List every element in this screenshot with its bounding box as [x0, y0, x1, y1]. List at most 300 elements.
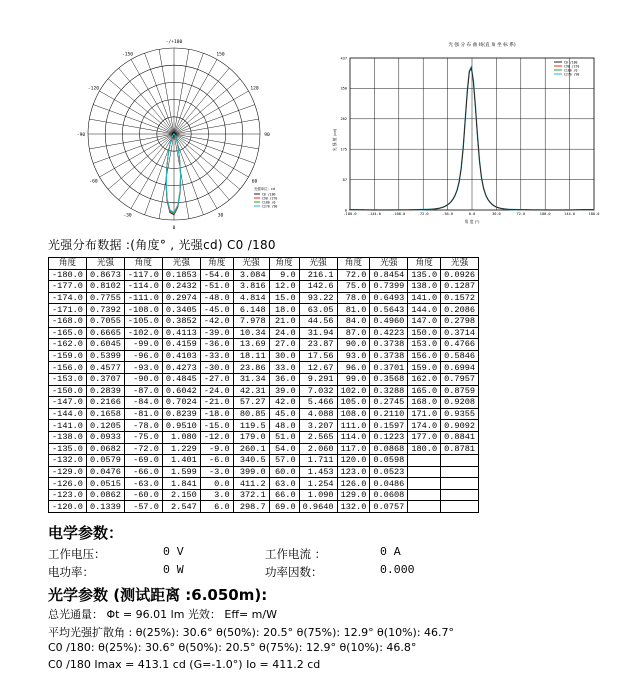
cell-intensity: 0.0926 — [441, 269, 479, 281]
cell-angle: -63.0 — [124, 478, 162, 490]
table-row — [49, 350, 479, 362]
cell-angle: 42.0 — [269, 397, 299, 409]
cart-xtick: 180.0 — [588, 212, 600, 216]
cell-intensity: 0.1853 — [162, 269, 200, 281]
cell-intensity: 0.9208 — [441, 397, 479, 409]
cell-angle: 57.0 — [269, 455, 299, 467]
cell-intensity: 298.7 — [233, 501, 269, 513]
header-intensity: 光强 — [233, 258, 269, 270]
table-row — [49, 420, 479, 432]
cell-intensity: 0.6994 — [441, 362, 479, 374]
cell-intensity — [441, 501, 479, 513]
cell-angle: 87.0 — [337, 327, 370, 339]
cell-intensity: 0.1287 — [441, 281, 479, 293]
cart-ylabel: 光 强 值 (cd) — [332, 128, 337, 152]
cell-angle: 12.0 — [269, 281, 299, 293]
cell-angle: -45.0 — [200, 304, 233, 316]
header-intensity: 光强 — [299, 258, 337, 270]
cell-intensity: 0.3701 — [370, 362, 408, 374]
cell-intensity: 216.1 — [299, 269, 337, 281]
table-row — [49, 327, 479, 339]
cell-intensity: 0.7055 — [86, 315, 124, 327]
cart-xtick: 144.0 — [564, 212, 576, 216]
cell-angle: 93.0 — [337, 350, 370, 362]
polar-angle-label: 30 — [217, 213, 224, 219]
cell-angle: 165.0 — [408, 385, 441, 397]
cell-intensity: 12.67 — [299, 362, 337, 374]
cell-angle: 84.0 — [337, 315, 370, 327]
table-row — [49, 431, 479, 443]
cell-angle: -78.0 — [124, 420, 162, 432]
polar-angle-label: 120 — [250, 86, 259, 92]
pf-label: 功率因数： — [265, 565, 323, 579]
cell-intensity: 411.2 — [233, 478, 269, 490]
current-value: 0 A — [380, 546, 401, 559]
cart-xlabel: 角 度 (°) — [464, 219, 480, 224]
cell-intensity: 1.401 — [162, 455, 200, 467]
cell-intensity: 119.5 — [233, 420, 269, 432]
cell-angle: 9.0 — [269, 269, 299, 281]
cell-angle: -72.0 — [124, 443, 162, 455]
cell-intensity: 1.711 — [299, 455, 337, 467]
voltage-label: 工作电压： — [48, 547, 106, 561]
optical-line-flux: 总光通量： Φt = 96.01 lm 光效： Eff= m/W — [48, 608, 277, 621]
header-intensity: 光强 — [370, 258, 408, 270]
cell-intensity: 0.9510 — [162, 420, 200, 432]
cell-intensity: 0.2086 — [441, 304, 479, 316]
cell-angle: 129.0 — [337, 489, 370, 501]
cell-angle: 90.0 — [337, 339, 370, 351]
cart-ytick: 175 — [340, 147, 347, 152]
cell-intensity: 23.87 — [299, 339, 337, 351]
cell-intensity: 0.3852 — [162, 315, 200, 327]
cell-angle: 171.0 — [408, 408, 441, 420]
cell-intensity: 1.080 — [162, 431, 200, 443]
cell-intensity: 0.9092 — [441, 420, 479, 432]
cell-angle — [408, 489, 441, 501]
cell-intensity: 0.3738 — [370, 350, 408, 362]
table-row — [49, 304, 479, 316]
cell-angle: -9.0 — [200, 443, 233, 455]
distribution-title: 光强分布数据 :(角度° , 光强cd) C0 /180 — [48, 238, 276, 252]
polar-legend-label: C180 /0 — [262, 200, 276, 205]
cell-intensity: 80.85 — [233, 408, 269, 420]
table-row — [49, 443, 479, 455]
cell-intensity: 0.2166 — [86, 397, 124, 409]
cell-angle: -108.0 — [124, 304, 162, 316]
cell-intensity: 0.0476 — [86, 466, 124, 478]
cell-angle: 24.0 — [269, 327, 299, 339]
cell-intensity: 1.090 — [299, 489, 337, 501]
cell-intensity — [441, 455, 479, 467]
cell-intensity: 0.7755 — [86, 292, 124, 304]
cell-intensity: 0.0862 — [86, 489, 124, 501]
cell-angle: 27.0 — [269, 339, 299, 351]
cell-angle: 120.0 — [337, 455, 370, 467]
cart-grid — [350, 58, 594, 210]
cell-intensity: 3.207 — [299, 420, 337, 432]
cell-angle: 36.0 — [269, 373, 299, 385]
power-value: 0 W — [163, 564, 184, 577]
table-row — [49, 466, 479, 478]
cell-intensity — [441, 489, 479, 501]
cart-xtick: -36.0 — [442, 212, 454, 216]
table-row — [49, 478, 479, 490]
table-row — [49, 362, 479, 374]
cart-xtick: -108.0 — [392, 212, 406, 216]
cell-angle: 153.0 — [408, 339, 441, 351]
cell-angle: 156.0 — [408, 350, 441, 362]
cell-angle: 48.0 — [269, 420, 299, 432]
table-row — [49, 339, 479, 351]
cell-angle: 162.0 — [408, 373, 441, 385]
table-header-row — [49, 258, 479, 270]
cell-angle: -3.0 — [200, 466, 233, 478]
cell-intensity: 0.2798 — [441, 315, 479, 327]
cell-angle: 72.0 — [337, 269, 370, 281]
header-angle: 角度 — [200, 258, 233, 270]
cell-intensity: 0.7957 — [441, 373, 479, 385]
cell-intensity: 0.0682 — [86, 443, 124, 455]
cell-intensity: 0.2745 — [370, 397, 408, 409]
table-row — [49, 489, 479, 501]
electrical-title: 电学参数： — [48, 524, 124, 542]
cell-angle: 33.0 — [269, 362, 299, 374]
cart-xtick: -144.0 — [367, 212, 381, 216]
cell-intensity: 0.2432 — [162, 281, 200, 293]
cell-intensity: 0.2110 — [370, 408, 408, 420]
cell-intensity: 0.5846 — [441, 350, 479, 362]
cell-angle: -12.0 — [200, 431, 233, 443]
cell-intensity: 0.4159 — [162, 339, 200, 351]
cell-angle: 75.0 — [337, 281, 370, 293]
cell-intensity: 0.9640 — [299, 501, 337, 513]
cell-angle: -42.0 — [200, 315, 233, 327]
cell-angle: -135.0 — [49, 443, 87, 455]
cell-angle: 66.0 — [269, 489, 299, 501]
cell-intensity: 0.0515 — [86, 478, 124, 490]
cart-curve-2 — [349, 68, 593, 210]
cell-intensity: 2.565 — [299, 431, 337, 443]
cell-angle: -174.0 — [49, 292, 87, 304]
cell-angle: 45.0 — [269, 408, 299, 420]
cell-intensity: 0.0757 — [370, 501, 408, 513]
cell-angle: 180.0 — [408, 443, 441, 455]
cell-angle: -96.0 — [124, 350, 162, 362]
cell-angle: -141.0 — [49, 420, 87, 432]
cell-angle: -147.0 — [49, 397, 87, 409]
cell-angle: -156.0 — [49, 362, 87, 374]
cell-angle: -57.0 — [124, 501, 162, 513]
cell-angle: -84.0 — [124, 397, 162, 409]
cell-angle: 111.0 — [337, 420, 370, 432]
cell-intensity: 7.032 — [299, 385, 337, 397]
cell-intensity: 0.0933 — [86, 431, 124, 443]
power-label: 电功率： — [48, 565, 94, 579]
cell-angle: -129.0 — [49, 466, 87, 478]
cell-angle: -69.0 — [124, 455, 162, 467]
cell-angle: -54.0 — [200, 269, 233, 281]
cell-intensity: 0.8781 — [441, 443, 479, 455]
cell-angle: -39.0 — [200, 327, 233, 339]
cell-intensity: 0.8454 — [370, 269, 408, 281]
cell-angle: 99.0 — [337, 373, 370, 385]
cart-legend-label: C90 /270 — [564, 64, 580, 69]
cell-intensity: 1.229 — [162, 443, 200, 455]
cell-angle: 168.0 — [408, 397, 441, 409]
distribution-table — [48, 257, 479, 513]
cell-intensity: 0.8102 — [86, 281, 124, 293]
table-row — [49, 269, 479, 281]
table-row — [49, 281, 479, 293]
cell-intensity: 10.34 — [233, 327, 269, 339]
polar-angle-label: 150 — [216, 52, 225, 58]
polar-angle-label: -90 — [76, 133, 86, 138]
cell-intensity: 142.6 — [299, 281, 337, 293]
header-angle: 角度 — [408, 258, 441, 270]
cell-intensity: 23.86 — [233, 362, 269, 374]
polar-angle-label: -/+180 — [165, 40, 183, 45]
cell-angle: 69.0 — [269, 501, 299, 513]
cell-intensity: 0.1339 — [86, 501, 124, 513]
cell-angle: -90.0 — [124, 373, 162, 385]
cell-angle: -105.0 — [124, 315, 162, 327]
cell-intensity: 0.6045 — [86, 339, 124, 351]
optical-line-imax: C0 /180 Imax = 413.1 cd (G=-1.0°) Io = 411.2 cd — [48, 658, 321, 671]
cell-intensity: 0.1572 — [441, 292, 479, 304]
cell-angle: 63.0 — [269, 478, 299, 490]
cell-angle: -132.0 — [49, 455, 87, 467]
header-angle: 角度 — [49, 258, 87, 270]
table-row — [49, 292, 479, 304]
cart-curve-1 — [349, 68, 593, 210]
cell-intensity: 0.8841 — [441, 431, 479, 443]
cell-intensity: 0.4273 — [162, 362, 200, 374]
cell-intensity: 0.8673 — [86, 269, 124, 281]
polar-angle-label: -60 — [89, 179, 98, 185]
header-angle: 角度 — [269, 258, 299, 270]
cell-angle: -138.0 — [49, 431, 87, 443]
cell-intensity: 0.7024 — [162, 397, 200, 409]
polar-angle-label: 90 — [264, 133, 270, 138]
table-row — [49, 315, 479, 327]
cell-angle: 102.0 — [337, 385, 370, 397]
cell-angle: -153.0 — [49, 373, 87, 385]
cart-legend-label: C0 /180 — [564, 60, 578, 65]
cell-intensity: 3.084 — [233, 269, 269, 281]
cell-intensity: 0.7399 — [370, 281, 408, 293]
cell-intensity: 93.22 — [299, 292, 337, 304]
cell-angle: -102.0 — [124, 327, 162, 339]
cart-xtick: 108.0 — [539, 212, 551, 216]
cell-angle: -48.0 — [200, 292, 233, 304]
cell-intensity: 1.841 — [162, 478, 200, 490]
cell-intensity: 13.69 — [233, 339, 269, 351]
table-row — [49, 385, 479, 397]
cell-intensity: 0.6493 — [370, 292, 408, 304]
cell-intensity: 0.3568 — [370, 373, 408, 385]
cart-ytick: 87 — [342, 177, 347, 182]
cell-intensity: 0.3288 — [370, 385, 408, 397]
cell-intensity: 2.547 — [162, 501, 200, 513]
cell-intensity: 63.05 — [299, 304, 337, 316]
cell-intensity: 3.816 — [233, 281, 269, 293]
cell-intensity: 0.4103 — [162, 350, 200, 362]
pf-value: 0.000 — [380, 564, 415, 577]
optical-line-avg-angle: 平均光强扩散角 : θ(25%): 30.6° θ(50%): 20.5° θ(75%): 12.9° θ(10%): 46.7° — [48, 626, 455, 639]
cell-angle: -168.0 — [49, 315, 87, 327]
cell-intensity: 0.6665 — [86, 327, 124, 339]
cell-intensity — [441, 466, 479, 478]
cell-angle: 114.0 — [337, 431, 370, 443]
cell-angle: -33.0 — [200, 350, 233, 362]
polar-angle-label: 60 — [251, 179, 258, 185]
cell-intensity: 31.94 — [299, 327, 337, 339]
cell-intensity: 0.0579 — [86, 455, 124, 467]
cell-angle: 51.0 — [269, 431, 299, 443]
cell-intensity: 0.9355 — [441, 408, 479, 420]
cell-angle: 18.0 — [269, 304, 299, 316]
cart-legend — [554, 60, 579, 76]
cell-angle — [408, 478, 441, 490]
cell-angle: -117.0 — [124, 269, 162, 281]
table-row — [49, 455, 479, 467]
cartesian-chart — [330, 40, 610, 230]
cell-intensity: 0.2839 — [86, 385, 124, 397]
cell-angle: 105.0 — [337, 397, 370, 409]
cell-angle: -36.0 — [200, 339, 233, 351]
cell-intensity: 1.453 — [299, 466, 337, 478]
cell-intensity: 0.4960 — [370, 315, 408, 327]
cell-angle: 126.0 — [337, 478, 370, 490]
polar-legend — [254, 186, 277, 208]
cart-legend-label: C270 /90 — [564, 72, 580, 77]
cell-intensity: 0.3738 — [370, 339, 408, 351]
cell-angle — [408, 466, 441, 478]
cart-legend-label: C180 /0 — [564, 68, 578, 73]
cell-intensity — [441, 478, 479, 490]
cell-angle: -51.0 — [200, 281, 233, 293]
cell-intensity: 0.1658 — [86, 408, 124, 420]
cell-intensity: 0.6042 — [162, 385, 200, 397]
cell-angle: 144.0 — [408, 304, 441, 316]
cell-intensity: 0.4845 — [162, 373, 200, 385]
cell-angle: 147.0 — [408, 315, 441, 327]
cell-intensity: 0.4113 — [162, 327, 200, 339]
cart-ytick: 437 — [340, 56, 347, 61]
cart-ytick: 350 — [340, 86, 347, 91]
cell-intensity: 44.56 — [299, 315, 337, 327]
cell-angle: 30.0 — [269, 350, 299, 362]
cell-intensity: 42.31 — [233, 385, 269, 397]
cart-xtick: 0.0 — [468, 212, 476, 216]
optical-title: 光学参数 (测试距离 :6.050m): — [48, 586, 268, 604]
cell-intensity: 31.34 — [233, 373, 269, 385]
cell-intensity: 9.291 — [299, 373, 337, 385]
polar-angle-label: -120 — [87, 86, 99, 92]
cell-angle: -30.0 — [200, 362, 233, 374]
cell-intensity: 0.3405 — [162, 304, 200, 316]
cell-intensity: 0.3714 — [441, 327, 479, 339]
cell-angle: 117.0 — [337, 443, 370, 455]
cell-intensity: 5.466 — [299, 397, 337, 409]
cell-intensity: 1.254 — [299, 478, 337, 490]
header-angle: 角度 — [337, 258, 370, 270]
cell-intensity: 0.5643 — [370, 304, 408, 316]
cell-angle: 15.0 — [269, 292, 299, 304]
cell-intensity: 0.1597 — [370, 420, 408, 432]
cell-angle: 21.0 — [269, 315, 299, 327]
cell-angle: 150.0 — [408, 327, 441, 339]
cell-angle: 60.0 — [269, 466, 299, 478]
cell-intensity: 0.0523 — [370, 466, 408, 478]
cell-intensity: 1.599 — [162, 466, 200, 478]
cell-intensity: 179.0 — [233, 431, 269, 443]
header-intensity: 光强 — [162, 258, 200, 270]
cell-intensity: 57.27 — [233, 397, 269, 409]
polar-angle-label: -30 — [123, 213, 132, 219]
cell-angle: -15.0 — [200, 420, 233, 432]
cell-intensity: 0.0598 — [370, 455, 408, 467]
cell-angle: 6.0 — [200, 501, 233, 513]
cell-intensity: 0.7392 — [86, 304, 124, 316]
table-row — [49, 373, 479, 385]
cell-angle — [408, 455, 441, 467]
cell-angle: 81.0 — [337, 304, 370, 316]
polar-legend-title: 光强单位：cd — [254, 187, 275, 191]
cell-angle: -111.0 — [124, 292, 162, 304]
polar-legend-label: C270 /90 — [262, 204, 278, 209]
cell-angle: -24.0 — [200, 385, 233, 397]
cell-intensity: 372.1 — [233, 489, 269, 501]
cell-intensity: 399.0 — [233, 466, 269, 478]
cell-angle: 3.0 — [200, 489, 233, 501]
cell-intensity: 4.088 — [299, 408, 337, 420]
cell-angle: -165.0 — [49, 327, 87, 339]
cell-angle: -177.0 — [49, 281, 87, 293]
header-intensity: 光强 — [441, 258, 479, 270]
cell-intensity: 0.3707 — [86, 373, 124, 385]
table-row — [49, 408, 479, 420]
polar-chart — [78, 42, 298, 232]
polar-legend-label: C0 /180 — [262, 192, 276, 197]
cell-angle: 159.0 — [408, 362, 441, 374]
cell-angle: 54.0 — [269, 443, 299, 455]
cell-intensity: 18.11 — [233, 350, 269, 362]
cell-intensity: 4.814 — [233, 292, 269, 304]
cell-angle: 132.0 — [337, 501, 370, 513]
cell-angle: 108.0 — [337, 408, 370, 420]
cell-angle: -60.0 — [124, 489, 162, 501]
cart-curve-0 — [349, 68, 593, 210]
cart-xtick: 72.0 — [516, 212, 526, 216]
cell-intensity: 0.0868 — [370, 443, 408, 455]
header-intensity: 光强 — [86, 258, 124, 270]
cart-xtick: -180.0 — [343, 212, 357, 216]
cell-angle: -150.0 — [49, 385, 87, 397]
cell-angle: -120.0 — [49, 501, 87, 513]
cell-intensity: 0.5399 — [86, 350, 124, 362]
cart-tick-labels — [341, 56, 600, 216]
table-row — [49, 397, 479, 409]
cell-angle: -18.0 — [200, 408, 233, 420]
cell-intensity: 2.150 — [162, 489, 200, 501]
polar-legend-label: C90 /270 — [262, 196, 278, 201]
cell-angle: -87.0 — [124, 385, 162, 397]
cell-intensity: 0.8759 — [441, 385, 479, 397]
cell-angle: 141.0 — [408, 292, 441, 304]
cell-angle: -81.0 — [124, 408, 162, 420]
